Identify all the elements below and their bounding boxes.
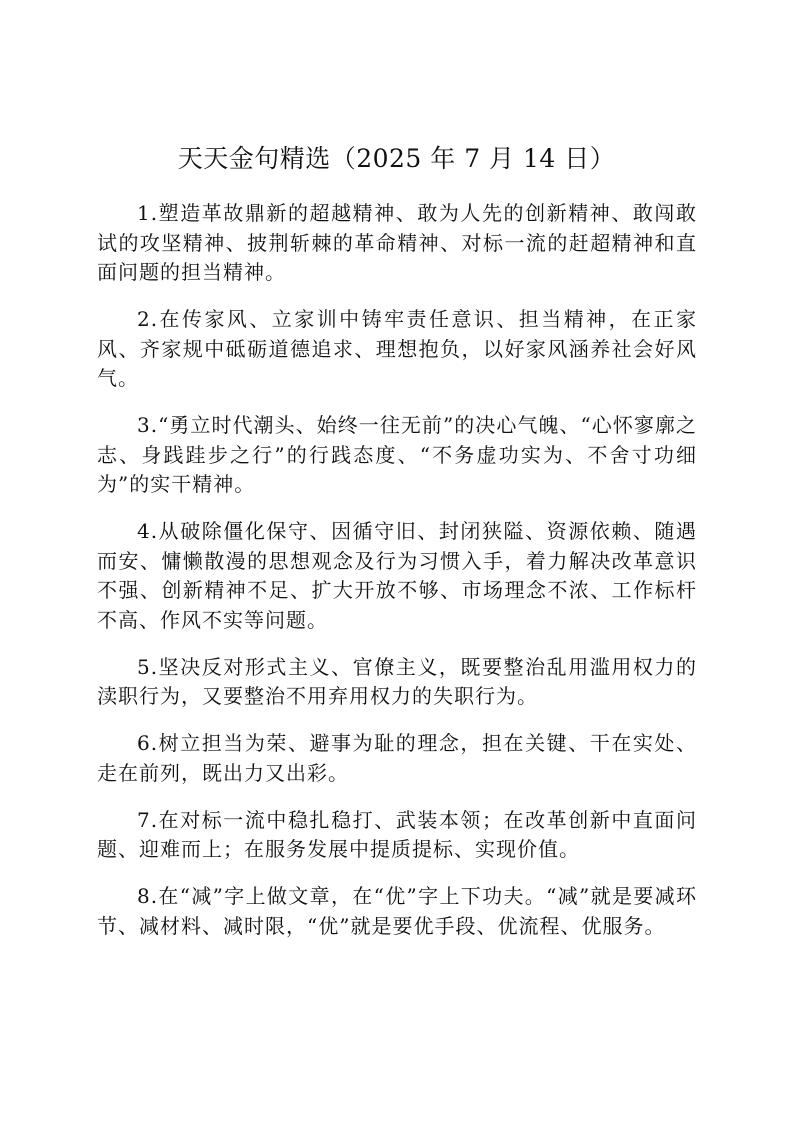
document-title: 天天金句精选（2025 年 7 月 14 日） [177,144,616,173]
quote-item-5: 5.坚决反对形式主义、官僚主义，既要整治乱用滥用权力的渎职行为，又要整治不用弃用权力的失职行为。 [97,654,697,708]
quote-item-2: 2.在传家风、立家训中铸牢责任意识、担当精神，在正家风、齐家规中砥砺道德追求、理想抱负，以好家风涵养社会好风气。 [97,307,697,390]
quote-item-3: 3.“勇立时代潮头、始终一往无前”的决心气魄、“心怀寥廓之志、身践跬步之行”的行践态度、“不务虚功实为、不舍寸功细为”的实干精神。 [97,413,697,496]
quote-item-7: 7.在对标一流中稳扎稳打、武装本领；在改革创新中直面问题、迎难而上；在服务发展中提质提标、实现价值。 [97,807,697,861]
quote-item-6: 6.树立担当为荣、避事为耻的理念，担在关键、干在实处、走在前列，既出力又出彩。 [97,731,697,785]
quote-item-4: 4.从破除僵化保守、因循守旧、封闭狭隘、资源依赖、随遇而安、慵懒散漫的思想观念及行为习惯入手，着力解决改革意识不强、创新精神不足、扩大开放不够、市场理念不浓、工作标杆不高、作风不实等问题。 [97,519,697,632]
quote-list [97,199,697,959]
quote-item-1: 1.塑造革故鼎新的超越精神、敢为人先的创新精神、敢闯敢试的攻坚精神、披荆斩棘的革命精神、对标一流的赶超精神和直面问题的担当精神。 [97,201,697,284]
quote-item-8: 8.在“减”字上做文章，在“优”字上下功夫。“减”就是要减环节、减材料、减时限，“优”就是要优手段、优流程、优服务。 [97,884,697,938]
